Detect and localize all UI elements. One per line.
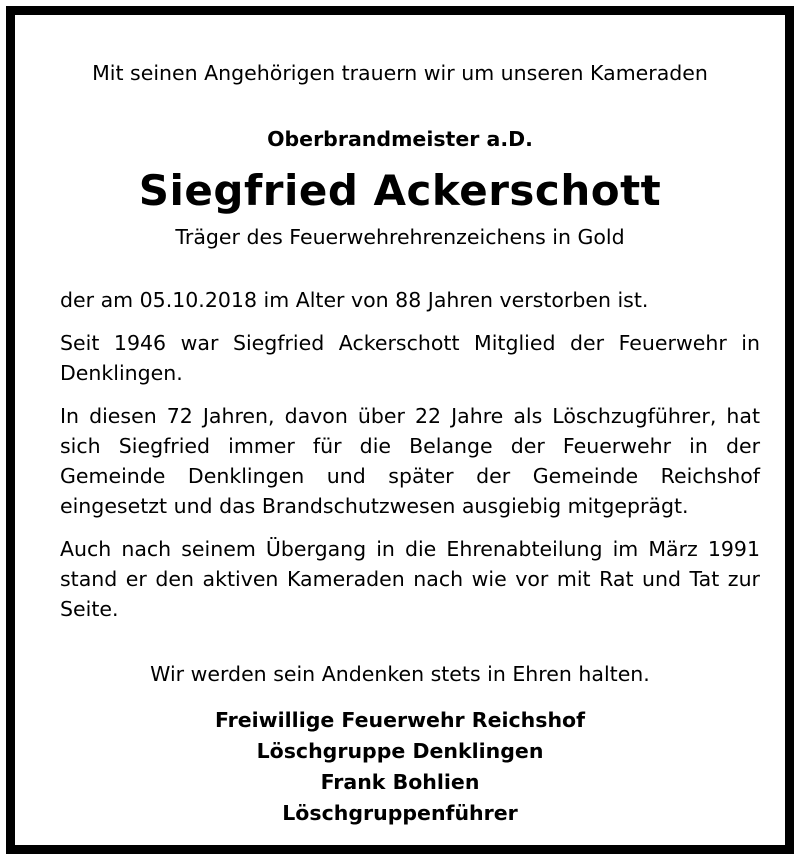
intro-line: Mit seinen Angehörigen trauern wir um unseren Kameraden [92, 61, 708, 85]
deceased-name: Siegfried Ackerschott [138, 166, 662, 215]
deceased-honor: Träger des Feuerwehrehrenzeichens in Gold [175, 225, 625, 249]
paragraph-honorary: Auch nach seinem Übergang in die Ehrenabteilung im März 1991 stand er den aktiven Kameraden nach wie vor mit Rat und Tat zur Seite. [60, 537, 760, 621]
signature-organization: Freiwillige Feuerwehr Reichshof [214, 708, 586, 732]
paragraph-death-date: der am 05.10.2018 im Alter von 88 Jahren verstorben ist. [60, 288, 649, 312]
deceased-rank: Oberbrandmeister a.D. [267, 127, 533, 151]
signature-block [15, 705, 785, 829]
obituary-notice [6, 6, 794, 854]
signature-title: Löschgruppenführer [282, 801, 518, 825]
signature-group: Löschgruppe Denklingen [256, 739, 544, 763]
paragraph-membership: Seit 1946 war Siegfried Ackerschott Mitglied der Feuerwehr in Denklingen. [60, 331, 760, 385]
signature-person: Frank Bohlien [320, 770, 480, 794]
paragraph-service: In diesen 72 Jahren, davon über 22 Jahre als Löschzugführer, hat sich Siegfried immer für die Belange der Feuerwehr in der Gemeinde Denklingen und später der Gemeinde Reichshof eingesetzt und das Brandschutzwesen ausgiebig mitgeprägt. [60, 404, 760, 518]
closing-line: Wir werden sein Andenken stets in Ehren halten. [150, 662, 650, 686]
